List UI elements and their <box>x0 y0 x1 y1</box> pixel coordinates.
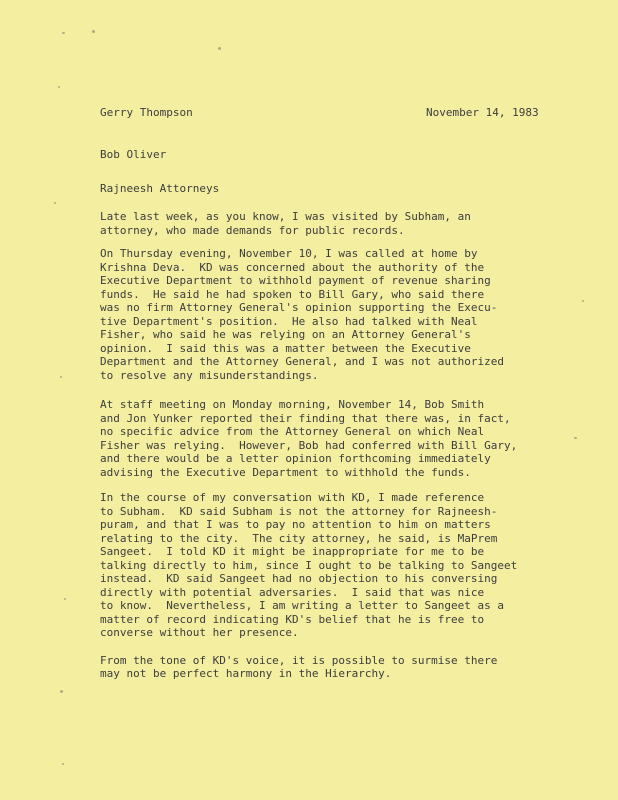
memo-line: From the tone of KD's voice, it is possible to surmise there <box>100 653 498 667</box>
memo-line: and there would be a letter opinion forthcoming immediately <box>100 452 491 465</box>
memo-line: Krishna Deva. KD was concerned about the authority of the <box>100 260 485 274</box>
memo-line: no specific advice from the Attorney General on which Neal <box>100 425 485 438</box>
paper-speck <box>62 763 64 765</box>
paper-speck <box>58 86 60 88</box>
memo-line: puram, and that I was to pay no attention to him on matters <box>100 518 491 531</box>
memo-line: Fisher, who said he was relying on an Attorney General's <box>100 328 471 341</box>
paper-speck <box>92 30 95 33</box>
memo-line: was no firm Attorney General's opinion supporting the Execu- <box>100 301 498 314</box>
memo-line: At staff meeting on Monday morning, November 14, Bob Smith <box>100 398 485 411</box>
memo-paragraph <box>100 247 570 382</box>
paper-speck <box>218 47 221 50</box>
memo-date: November 14, 1983 <box>426 106 539 119</box>
memo-line: to resolve any misunderstandings. <box>100 368 319 382</box>
memo-line: funds. He said he had spoken to Bill Gary, who said there <box>100 287 485 301</box>
memo-line: instead. KD said Sangeet had no objection to his conversing <box>100 572 498 585</box>
memo-line: to Subham. KD said Subham is not the attorney for Rajneesh- <box>100 504 498 518</box>
memo-line: opinion. I said this was a matter between the Executive <box>100 341 471 355</box>
memo-line: Department and the Attorney General, and I was not authorized <box>100 355 504 368</box>
paper-speck <box>64 598 66 600</box>
memo-line: Executive Department to withhold payment of revenue sharing <box>100 274 491 287</box>
memo-line: Late last week, as you know, I was visited by Subham, an <box>100 210 471 223</box>
paper-speck <box>582 300 584 302</box>
memo-line: attorney, who made demands for public records. <box>100 223 405 237</box>
memo-line: Sangeet. I told KD it might be inappropriate for me to be <box>100 545 485 558</box>
memo-paragraph <box>100 491 570 640</box>
memo-from: Gerry Thompson <box>100 106 193 119</box>
memo-line: In the course of my conversation with KD, I made reference <box>100 491 485 504</box>
paper-speck <box>574 437 577 439</box>
paper-speck <box>54 202 56 204</box>
memo-line: On Thursday evening, November 10, I was called at home by <box>100 247 478 260</box>
memo-line: and Jon Yunker reported their finding that there was, in fact, <box>100 411 511 425</box>
memo-line: matter of record indicating KD's belief that he is free to <box>100 612 485 626</box>
memo-paragraph <box>100 654 570 681</box>
paper-speck <box>60 376 62 378</box>
memo-paragraph <box>100 398 570 479</box>
memo-line: advising the Executive Department to withhold the funds. <box>100 465 471 479</box>
memo-line: directly with potential adversaries. I said that was nice <box>100 585 485 599</box>
memo-line: tive Department's position. He also had talked with Neal <box>100 314 478 328</box>
memo-subject: Rajneesh Attorneys <box>100 182 220 195</box>
memo-line: relating to the city. The city attorney, he said, is MaPrem <box>100 531 498 545</box>
memo-line: to know. Nevertheless, I am writing a letter to Sangeet as a <box>100 599 504 612</box>
memo-line: may not be perfect harmony in the Hierarchy. <box>100 667 392 680</box>
memo-body <box>100 210 570 681</box>
paper-speck <box>62 32 65 34</box>
paper-speck <box>60 690 63 693</box>
memo-line: talking directly to him, since I ought to be talking to Sangeet <box>100 558 518 572</box>
memo-line: converse without her presence. <box>100 626 299 639</box>
memo-line: Fisher was relying. However, Bob had conferred with Bill Gary, <box>100 438 518 452</box>
memo-to: Bob Oliver <box>100 148 167 161</box>
memo-paragraph <box>100 210 570 237</box>
